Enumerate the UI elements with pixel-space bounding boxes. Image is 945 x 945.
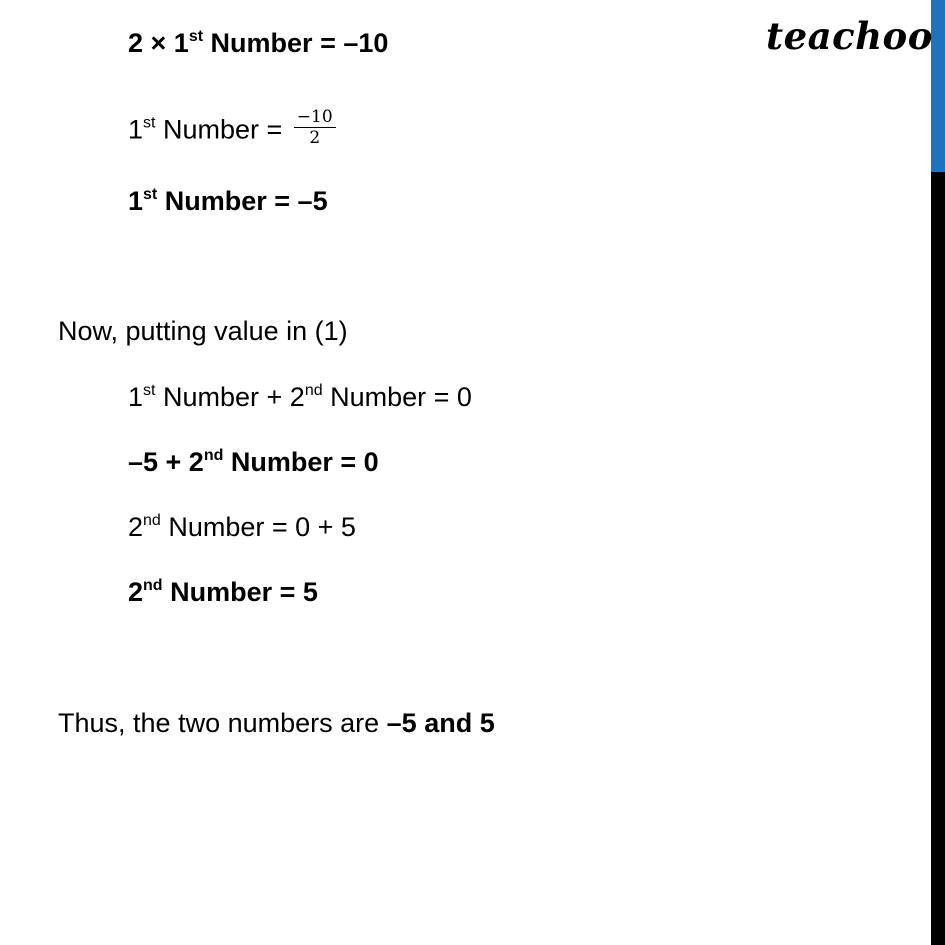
step-equation-8: 2nd Number = 5 <box>128 577 318 607</box>
fraction-denominator: 2 <box>309 128 321 148</box>
conclusion-line: Thus, the two numbers are –5 and 5 <box>58 708 495 738</box>
fraction <box>294 107 336 148</box>
step-equation-7: 2nd Number = 0 + 5 <box>128 512 356 542</box>
step-equation-2: 1st Number = $\frac{-10}{2}$ <box>128 111 336 152</box>
step-text-4: Now, putting value in (1) <box>58 316 348 346</box>
teachoo-logo: teachoo <box>766 14 933 58</box>
step-equation-6: –5 + 2nd Number = 0 <box>128 447 379 477</box>
right-sidebar-accent <box>931 0 945 172</box>
step-equation-3: 1st Number = –5 <box>128 186 328 216</box>
final-answer: –5 and 5 <box>386 708 495 738</box>
step-equation-5: 1st Number + 2nd Number = 0 <box>128 382 472 412</box>
step-equation-1: 2 × 1st Number = –10 <box>128 28 389 58</box>
fraction-numerator: −10 <box>294 107 336 128</box>
